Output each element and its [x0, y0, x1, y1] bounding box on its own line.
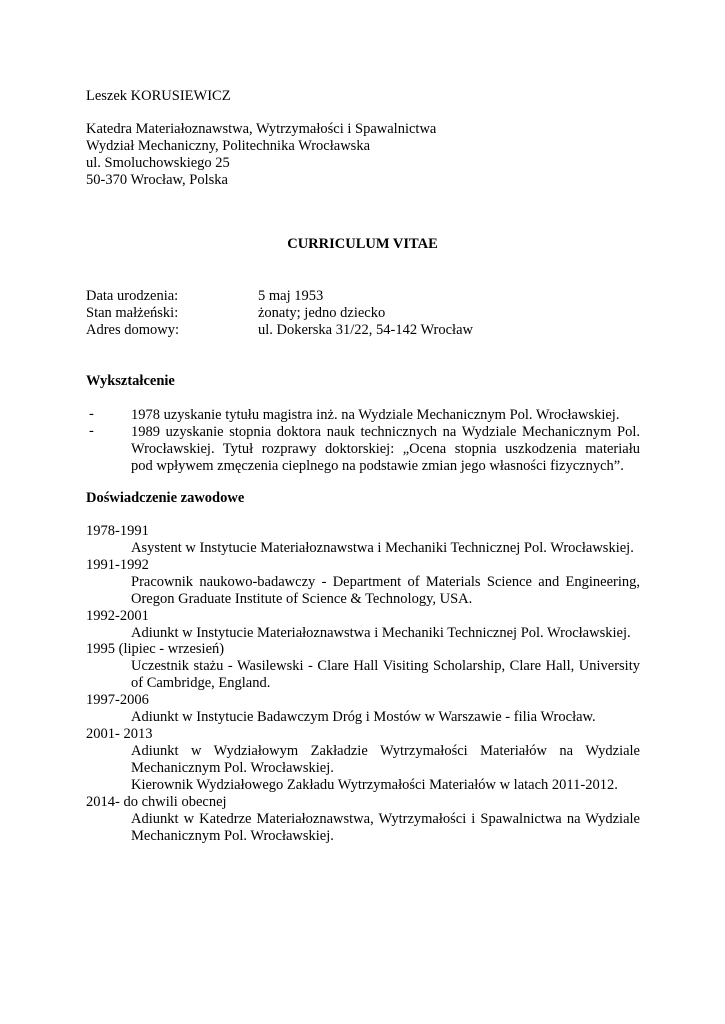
experience-line: Pracownik naukowo-badawczy - Department of Materials Science and Engineering,	[131, 574, 640, 590]
experience-line: Kierownik Wydziałowego Zakładu Wytrzymałości Materiałów w latach 2011-2012.	[131, 777, 618, 793]
experience-period: 1992-2001	[86, 608, 149, 624]
education-dash-2: -	[89, 423, 94, 439]
experience-line: Oregon Graduate Institute of Science & Technology, USA.	[131, 591, 473, 607]
experience-line: Adiunkt w Instytucie Materiałoznawstwa i Mechaniki Technicznej Pol. Wrocławskiej.	[131, 625, 631, 641]
address-line-city: 50-370 Wrocław, Polska	[86, 172, 228, 188]
experience-line: Mechanicznym Pol. Wrocławskiej.	[131, 760, 334, 776]
education-item-2-line-1: 1989 uzyskanie stopnia doktora nauk technicznych na Wydziale Mechanicznym Pol.	[131, 424, 640, 440]
education-item-1: 1978 uzyskanie tytułu magistra inż. na Wydziale Mechanicznym Pol. Wrocławskiej.	[131, 407, 620, 423]
address-line-department: Katedra Materiałoznawstwa, Wytrzymałości i Spawalnictwa	[86, 121, 437, 137]
personal-value-address: ul. Dokerska 31/22, 54-142 Wrocław	[258, 322, 473, 338]
experience-period: 1991-1992	[86, 557, 149, 573]
experience-line: Adiunkt w Instytucie Badawczym Dróg i Mostów w Warszawie - filia Wrocław.	[131, 709, 596, 725]
experience-period: 1995 (lipiec - wrzesień)	[86, 641, 225, 657]
experience-line: Mechanicznym Pol. Wrocławskiej.	[131, 828, 334, 844]
experience-period: 2001- 2013	[86, 726, 153, 742]
education-item-2-line-2: Wrocławskiej. Tytuł rozprawy doktorskiej: „Ocena stopnia uszkodzenia materiału	[131, 441, 640, 457]
experience-period: 1978-1991	[86, 523, 149, 539]
document-title: CURRICULUM VITAE	[287, 236, 438, 252]
personal-value-marital: żonaty; jedno dziecko	[258, 305, 386, 321]
experience-line: of Cambridge, England.	[131, 675, 271, 691]
experience-heading: Doświadczenie zawodowe	[86, 490, 245, 506]
education-item-2-line-3: pod wpływem zmęczenia cieplnego na podstawie zmian jego własności fizycznych”.	[131, 458, 624, 474]
personal-label-address: Adres domowy:	[86, 322, 180, 338]
experience-period: 2014- do chwili obecnej	[86, 794, 227, 810]
education-dash-1: -	[89, 406, 94, 422]
experience-line: Uczestnik stażu - Wasilewski - Clare Hall Visiting Scholarship, Clare Hall, University	[131, 658, 640, 674]
education-heading: Wykształcenie	[86, 373, 175, 389]
experience-line: Adiunkt w Wydziałowym Zakładzie Wytrzymałości Materiałów na Wydziale	[131, 743, 640, 759]
personal-label-birth: Data urodzenia:	[86, 288, 179, 304]
address-line-faculty: Wydział Mechaniczny, Politechnika Wrocławska	[86, 138, 371, 154]
author-name: Leszek KORUSIEWICZ	[86, 88, 231, 104]
experience-line: Asystent w Instytucie Materiałoznawstwa i Mechaniki Technicznej Pol. Wrocławskiej.	[131, 540, 634, 556]
personal-label-marital: Stan małżeński:	[86, 305, 179, 321]
address-line-street: ul. Smoluchowskiego 25	[86, 155, 230, 171]
experience-period: 1997-2006	[86, 692, 149, 708]
personal-value-birth: 5 maj 1953	[258, 288, 324, 304]
experience-line: Adiunkt w Katedrze Materiałoznawstwa, Wytrzymałości i Spawalnictwa na Wydziale	[131, 811, 640, 827]
